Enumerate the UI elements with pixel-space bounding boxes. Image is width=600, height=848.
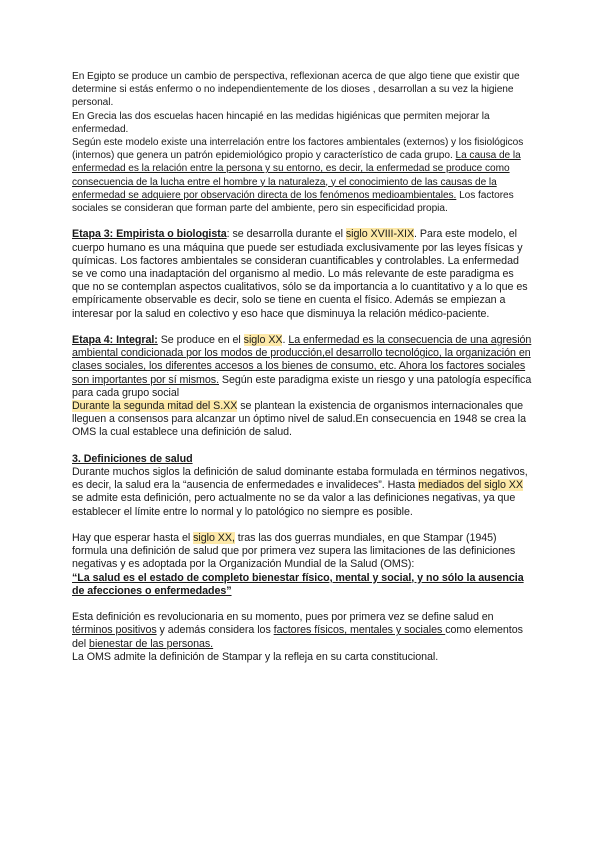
terminos-positivos: términos positivos <box>72 624 157 637</box>
etapa-4-body: Según este paradigma existe un riesgo y una patología específica para cada grupo social <box>72 373 532 399</box>
etapa-4-heading: Etapa 4: Integral: <box>72 334 158 347</box>
etapa-3-heading: Etapa 3: Empirista o biologista <box>72 228 227 241</box>
revolucionaria-text: Esta definición es revolucionaria en su momento, pues por primera vez se define salud en <box>72 611 494 624</box>
section-3-heading: 3. Definiciones de salud <box>72 452 193 465</box>
stampar-text: Hay que esperar hasta el <box>72 532 194 545</box>
paragraph-etapa-4 <box>72 334 532 440</box>
etapa-4-highlight-2: Durante la segunda mitad del S.XX <box>72 400 238 413</box>
modelo-text: Según este modelo existe una interrelación entre los factores ambientales (externos) y los fisiológicos (internos) que genera un patrón epidemiológico propio y característico de cada grupo. <box>72 137 524 162</box>
etapa-4-underlined: La enfermedad es la consecuencia de una agresión ambiental condicionada por los modos de producción,el desarrollo tecnológico, la organización en clases sociales, los diferentes accesos a los bienes de consumo, etc. Ahora los factores sociales son importantes por sí mismos. <box>72 334 532 386</box>
paragraph-stampar <box>72 532 532 598</box>
bienestar-underlined: bienestar de las personas. <box>89 637 214 650</box>
paragraph-definiciones <box>72 466 532 519</box>
paragraph-oms-carta: La OMS admite la definición de Stampar y la refleja en su carta constitucional. <box>72 650 439 663</box>
definiciones-text-end: se admite esta definición, pero actualmente no se da valor a las definiciones negativas, ya que establecer el límite entre lo normal y lo patológico no siempre es posible. <box>72 492 516 518</box>
etapa-3-text: : se desarrolla durante el <box>226 228 346 241</box>
modelo-text-end: Los factores sociales se consideran que forman parte del ambiente, pero sin especificidad propia. <box>72 189 514 215</box>
etapa-4-body-end: se plantean la existencia de organismos internacionales que lleguen a consensos para alcanzar un óptimo nivel de salud.En consecuencia en 1948 se crea la OMS la cual establece una definición de salud. <box>72 400 527 439</box>
paragraph-etapa-3 <box>72 228 532 320</box>
revolucionaria-text-3: como elementos del <box>72 624 523 650</box>
document-page <box>72 70 532 664</box>
definiciones-text: Durante muchos siglos la definición de salud dominante estaba formulada en términos negativos, es decir, la salud era la “ausencia de enfermedades e invalideces”. Hasta <box>72 466 528 492</box>
etapa-4-dot: . <box>282 334 289 347</box>
factores-underlined: factores físicos, mentales y sociales <box>273 624 446 637</box>
etapa-3-highlight: siglo XVIII-XIX <box>345 228 415 241</box>
etapa-3-body: . Para este modelo, el cuerpo humano es una máquina que puede ser estudiada exclusivamente por las leyes físicas y químicas. Los factores ambientales se consideran cuantificables y controlables. La enfermedad se ve como una inadaptación del organismo al medio. Lo más relevante de este paradigma es que no se contemplan aspectos cualitativos, sólo se da importancia a lo cuantitativo y a lo que es empíricamente observable es decir, solo se tiene en cuenta el físico. Además se empiezan a interesar por la salud en colectivo y eso hace que disminuya la relación médico-paciente. <box>72 228 528 320</box>
definiciones-highlight: mediados del siglo XX <box>418 479 523 492</box>
revolucionaria-text-2: y además considera los <box>156 624 274 637</box>
modelo-underlined: La causa de la enfermedad es la relación entre la persona y su entorno, es decir, la enfermedad se produce como consecuencia de la lucha entre el hombre y la naturaleza, y el conocimiento de las causas de la enfermedad se adquiere por observación directa de los fenómenos medioambientales. <box>72 150 521 201</box>
paragraph-grecia: En Grecia las dos escuelas hacen hincapié en las medidas higiénicas que permiten mejorar la enfermedad. <box>72 110 490 135</box>
paragraph-egipto: En Egipto se produce un cambio de perspectiva, reflexionan acerca de que algo tiene que existir que determine si estás enfermo o no independientemente de los dioses , desarrollan a su vez la higiene personal. <box>72 71 520 109</box>
etapa-4-text: Se produce en el <box>157 334 244 347</box>
paragraph-revolucionaria <box>72 611 532 651</box>
stampar-highlight: siglo XX, <box>193 532 235 545</box>
oms-definition-quote: “La salud es el estado de completo bienestar físico, mental y social, y no sólo la ausencia de afecciones o enfermedades” <box>72 571 524 597</box>
stampar-body: tras las dos guerras mundiales, en que Stampar (1945) formula una definición de salud que por primera vez supera las limitaciones de las definiciones negativas y es adoptada por la Organización Mundial de la Salud (OMS): <box>72 532 516 571</box>
etapa-4-highlight: siglo XX <box>243 334 283 347</box>
paragraph-modelo <box>72 136 532 215</box>
